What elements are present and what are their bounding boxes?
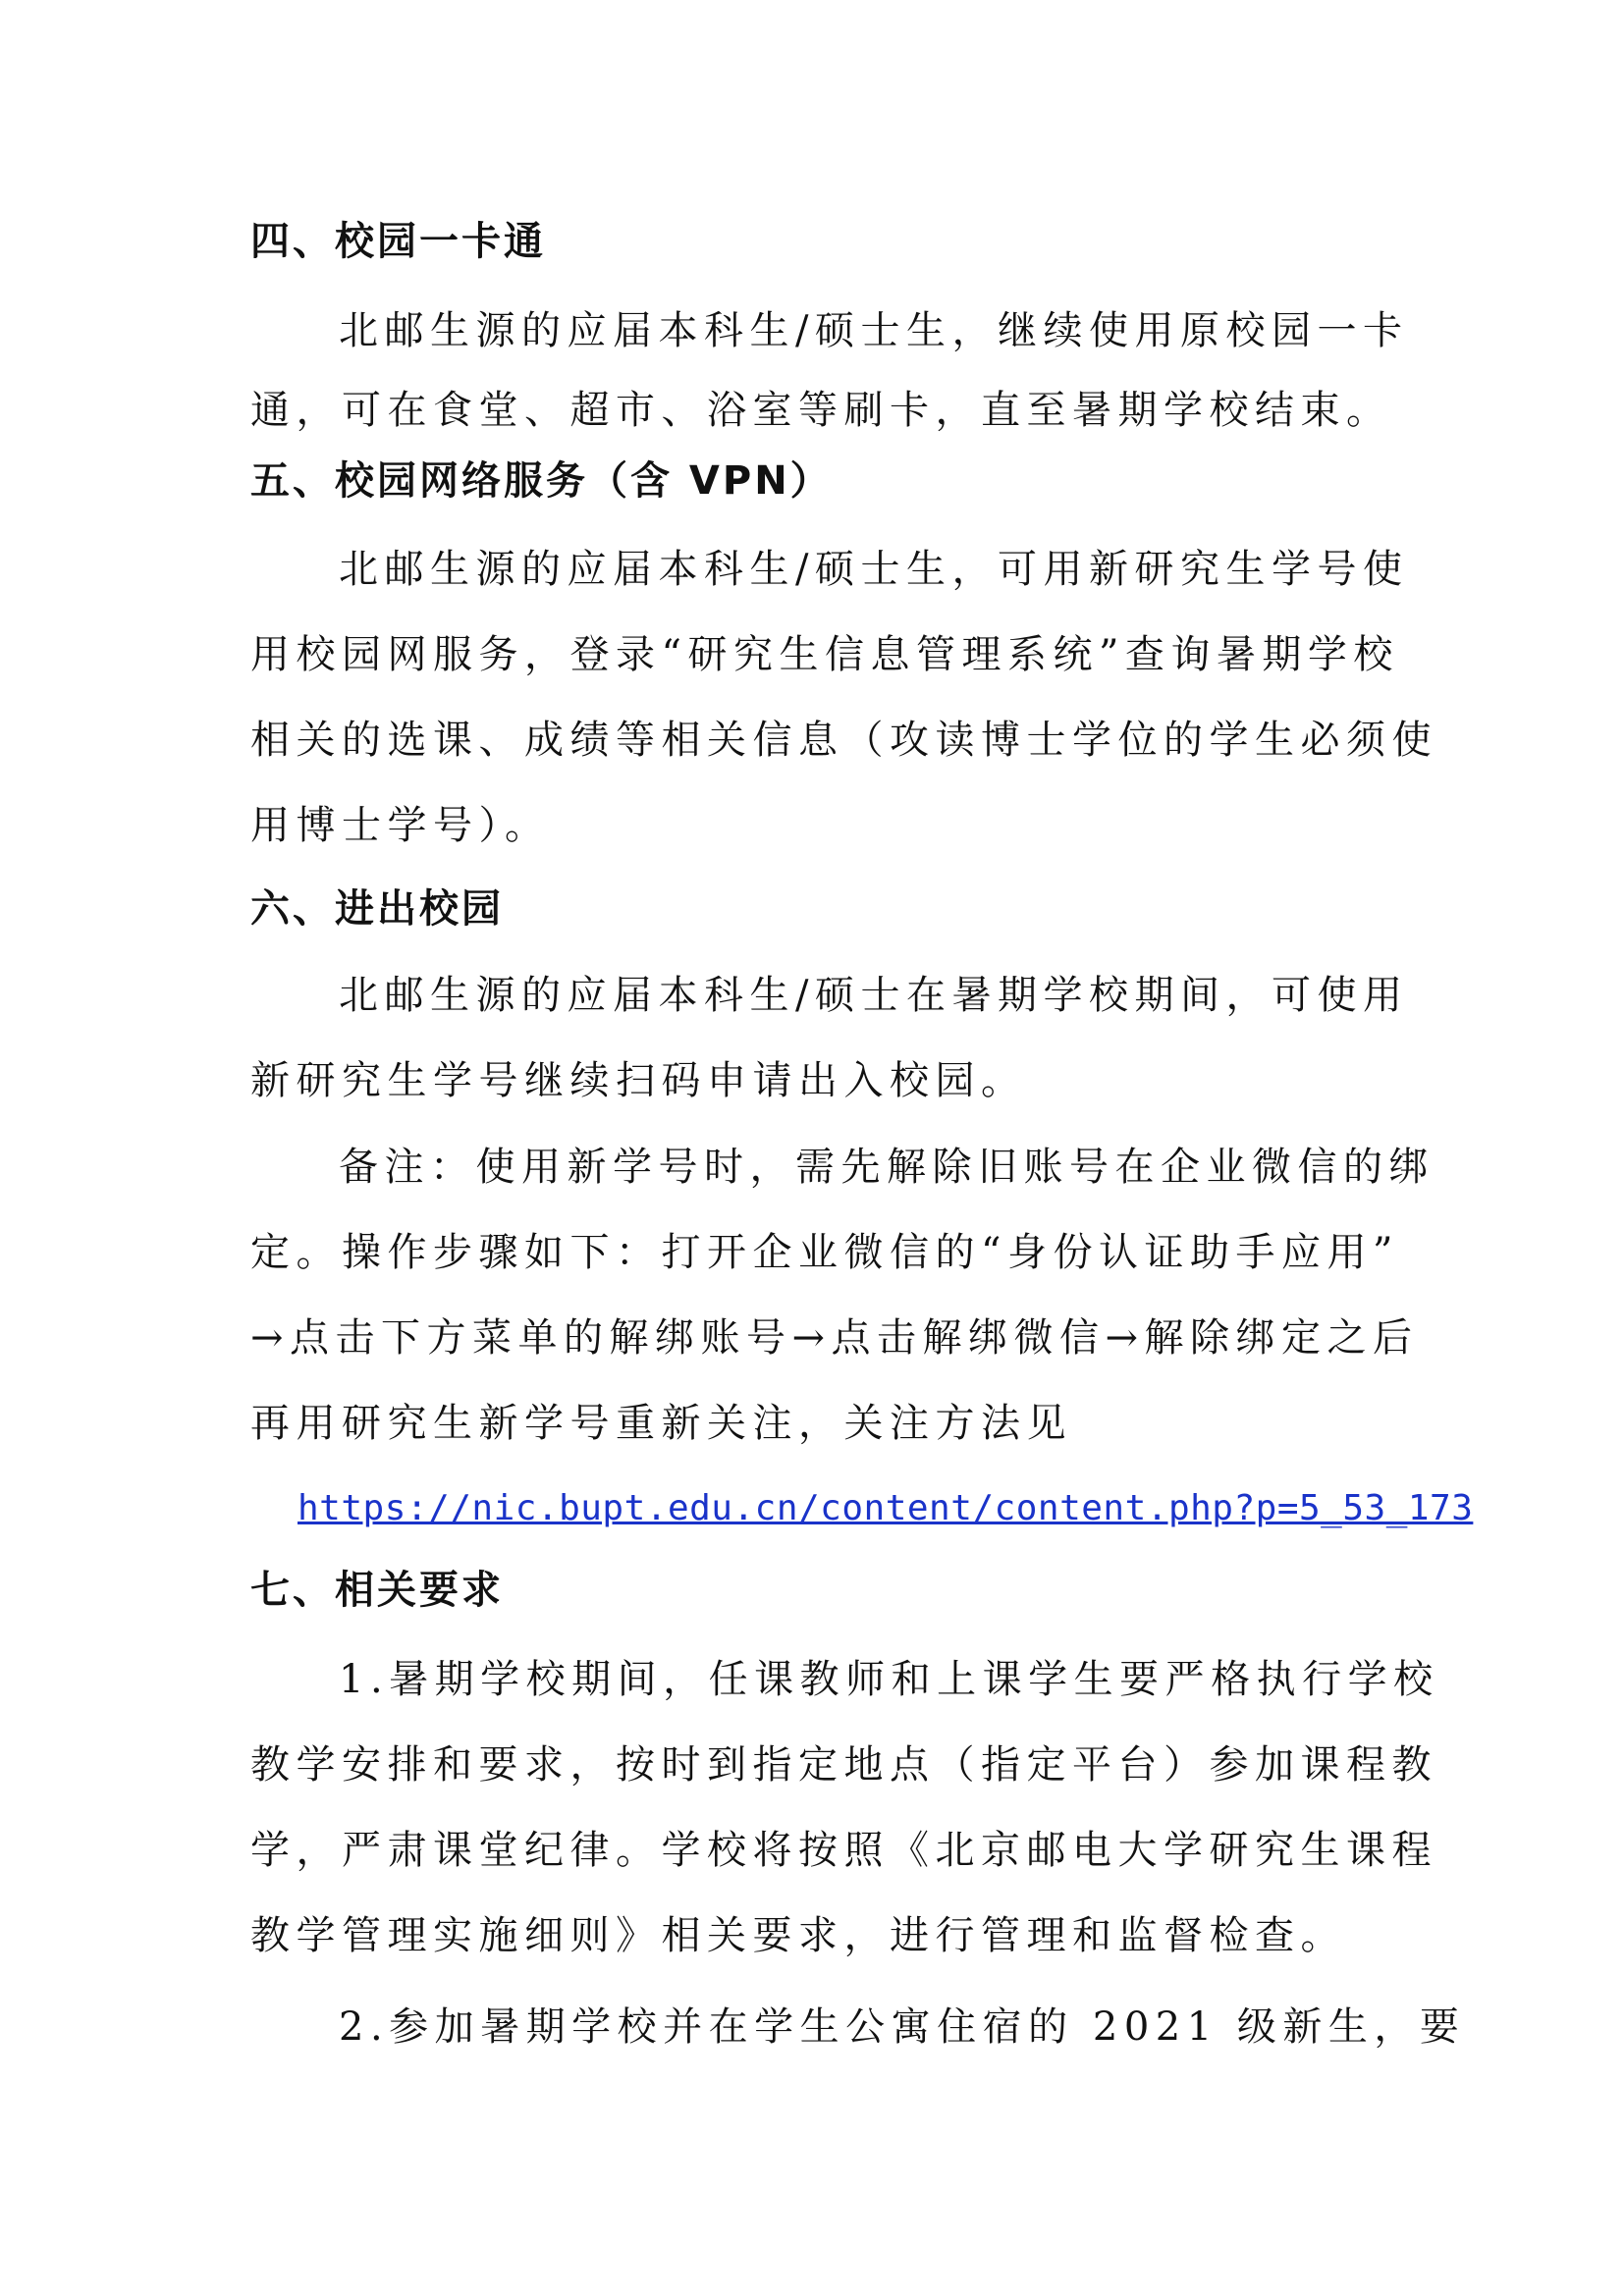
- section-6-note-line-1: 备注：使用新学号时，需先解除旧账号在企业微信的绑: [339, 1145, 1435, 1190]
- section-6-note-line-3: →点击下方菜单的解绑账号→点击解绑微信→解除绑定之后: [250, 1315, 1419, 1361]
- section-5-line-3: 相关的选课、成绩等相关信息（攻读博士学位的学生必须使: [250, 718, 1437, 763]
- section-5-line-2: 用校园网服务，登录“研究生信息管理系统”查询暑期学校: [250, 632, 1399, 677]
- section-6-note-line-2: 定。操作步骤如下：打开企业微信的“身份认证助手应用”: [250, 1230, 1399, 1275]
- bupt-nic-link[interactable]: https://nic.bupt.edu.cn/content/content.php?p=5_53_173: [298, 1488, 1474, 1528]
- section-5-heading: 五、校园网络服务（含 VPN）: [250, 458, 833, 504]
- section-7-heading: 七、相关要求: [250, 1568, 504, 1613]
- section-5-line-1: 北邮生源的应届本科生/硕士生，可用新研究生学号使: [339, 547, 1409, 592]
- section-6-heading: 六、进出校园: [250, 886, 504, 932]
- section-7-item-2-line-1: 2.参加暑期学校并在学生公寓住宿的 2021 级新生，要: [339, 2004, 1466, 2050]
- section-7-item-1-line-4: 教学管理实施细则》相关要求，进行管理和监督检查。: [250, 1913, 1346, 1958]
- section-6-note-line-4: 再用研究生新学号重新关注，关注方法见: [250, 1401, 1072, 1446]
- section-7-item-1-line-1: 1.暑期学校期间，任课教师和上课学生要严格执行学校: [339, 1657, 1439, 1702]
- section-6-line-1: 北邮生源的应届本科生/硕士在暑期学校期间，可使用: [339, 973, 1409, 1018]
- section-4-heading: 四、校园一卡通: [250, 219, 546, 264]
- section-7-item-1-line-3: 学，严肃课堂纪律。学校将按照《北京邮电大学研究生课程: [250, 1828, 1437, 1873]
- section-4-line-1: 北邮生源的应届本科生/硕士生，继续使用原校园一卡: [339, 308, 1409, 353]
- section-4-line-2: 通，可在食堂、超市、浴室等刷卡，直至暑期学校结束。: [250, 388, 1392, 433]
- section-6-line-2: 新研究生学号继续扫码申请出入校园。: [250, 1058, 1027, 1103]
- section-5-line-4: 用博士学号）。: [250, 803, 551, 848]
- section-7-item-1-line-2: 教学安排和要求，按时到指定地点（指定平台）参加课程教: [250, 1742, 1437, 1788]
